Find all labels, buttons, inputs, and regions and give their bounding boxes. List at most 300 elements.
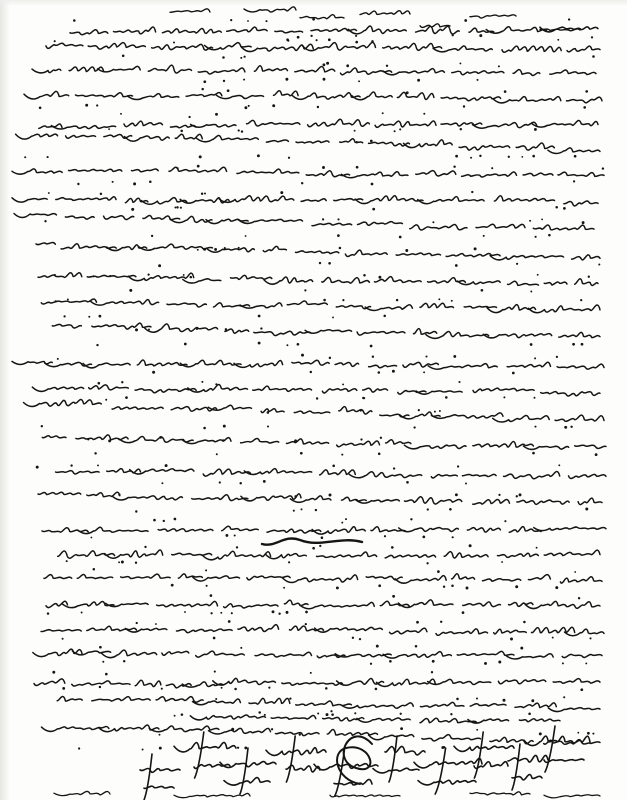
handwritten-word [464,306,496,308]
diacritic-dot [585,90,588,93]
handwritten-word [383,69,444,75]
handwritten-word [369,365,397,368]
diacritic-dot [536,547,538,549]
handwritten-word [308,119,370,126]
diacritic-dot [375,688,378,691]
diacritic-dot [471,191,473,193]
handwritten-word [169,167,227,172]
diacritic-dot [378,453,381,456]
handwritten-word [296,141,329,143]
diacritic-dot [355,41,358,44]
diacritic-dot [310,35,312,37]
diacritic-dot [223,425,226,428]
diacritic-dot [479,155,481,157]
diacritic-dot [498,661,501,664]
handwritten-word [275,31,303,33]
diacritic-dot [548,234,551,237]
text-line-10 [36,243,600,268]
diacritic-dot [258,342,261,345]
diacritic-dot [406,481,409,484]
diacritic-dot [370,345,373,348]
handwritten-word [12,361,52,364]
diacritic-dot [286,38,289,41]
handwritten-word [486,27,546,33]
handwritten-word [357,718,410,722]
diacritic-dot [453,165,455,167]
handwritten-word [249,698,290,704]
diacritic-dot [585,508,588,511]
handwritten-word [112,407,163,409]
diacritic-dot [519,493,522,496]
diacritic-dot [129,289,132,292]
handwritten-word [575,279,598,286]
diacritic-dot [244,106,247,109]
diacritic-dot [47,612,49,614]
diacritic-dot [580,299,582,301]
diacritic-dot [512,372,515,375]
diacritic-dot [562,662,564,664]
handwritten-word [357,332,405,336]
diacritic-dot [36,466,39,469]
diacritic-dot [149,180,152,183]
diacritic-dot [378,276,381,279]
signature-stroke [414,758,482,768]
handwritten-word [507,362,550,367]
diacritic-dot [222,56,225,59]
diacritic-dot [310,371,312,373]
diacritic-dot [301,508,303,510]
signature-8 [220,748,276,794]
handwritten-word [36,243,55,245]
text-line-6 [16,134,600,159]
handwritten-word [327,729,377,735]
handwritten-word [345,250,387,256]
diacritic-dot [516,263,518,265]
diacritic-dot [73,19,76,22]
diacritic-dot [245,235,247,237]
diacritic-dot [112,181,114,183]
text-line-13 [52,323,600,347]
diacritic-dot [595,453,598,456]
handwritten-word [355,196,423,204]
handwritten-word [532,627,575,633]
handwritten-word [121,574,170,578]
handwritten-word [422,735,481,741]
diacritic-dot [520,647,523,650]
handwritten-word [135,680,161,686]
diacritic-dot [501,561,503,563]
handwritten-word [24,399,102,406]
diacritic-dot [199,155,202,158]
header-fragment-5 [470,15,516,18]
handwritten-word [305,330,352,334]
handwritten-word [473,122,537,128]
handwritten-word [342,172,408,178]
diacritic-dot [563,696,565,698]
handwritten-word [493,415,550,422]
handwritten-word [70,30,108,35]
handwritten-word [341,68,392,75]
handwritten-word [517,500,569,504]
diacritic-dot [476,729,478,731]
signature-stroke [418,780,476,785]
diacritic-dot [210,594,213,597]
diacritic-dot [358,80,360,82]
handwritten-word [39,124,62,128]
diacritic-dot [359,638,361,640]
diacritic-dot [453,355,456,358]
body-text [12,18,606,751]
handwritten-word [99,725,159,732]
handwritten-word [38,273,82,278]
diacritic-dot [437,570,440,573]
handwritten-word [315,627,383,632]
diacritic-dot [363,274,366,277]
diacritic-dot [386,65,388,67]
diacritic-dot [380,437,382,439]
handwritten-word [349,472,422,478]
diacritic-dot [356,166,359,169]
diacritic-dot [445,396,448,399]
handwritten-word [157,601,218,606]
handwritten-word [202,551,271,560]
diacritic-dot [301,354,304,357]
handwritten-word [198,68,245,74]
diacritic-dot [558,464,560,466]
diacritic-dot [216,453,218,455]
diacritic-dot [413,426,415,428]
handwritten-word [564,201,598,206]
diacritic-dot [431,671,433,673]
diacritic-dot [278,613,280,615]
handwritten-word [261,409,284,413]
diacritic-dot [221,687,223,689]
handwritten-word [508,281,539,285]
diacritic-dot [354,712,356,714]
signature-5 [373,736,425,782]
signature-stroke [454,746,514,752]
diacritic-dot [197,249,199,251]
diacritic-dot [399,236,402,239]
diacritic-dot [248,105,250,107]
diacritic-dot [466,587,469,590]
diacritic-dot [573,180,575,182]
header-fragment-1 [244,7,296,12]
handwritten-word [523,446,568,449]
handwritten-word [78,527,148,533]
handwritten-word [34,679,65,686]
diacritic-dot [180,130,183,133]
handwritten-word [558,172,604,176]
diacritic-dot [458,381,460,383]
handwritten-word [436,629,488,636]
diacritic-dot [215,113,218,116]
diacritic-dot [426,562,428,564]
diacritic-dot [203,427,206,430]
diacritic-dot [121,561,124,564]
signature-flourish [389,736,397,782]
handwritten-word [569,474,607,478]
handwritten-word [452,574,475,579]
diacritic-dot [552,637,554,639]
handwritten-word [322,278,370,284]
handwritten-word [139,244,213,250]
handwritten-word [504,472,560,479]
diacritic-dot [183,274,185,276]
bottom-fragment-3 [470,792,530,795]
diacritic-dot [147,273,149,275]
handwritten-word [12,198,47,202]
diacritic-dot [184,611,186,613]
handwritten-word [156,697,203,703]
handwritten-word [567,46,600,52]
handwritten-word [578,498,602,505]
diacritic-dot [293,510,295,512]
handwritten-word [12,169,62,174]
diacritic-dot [263,480,266,483]
handwritten-word [560,577,602,583]
diacritic-dot [153,519,156,522]
diacritic-dot [392,370,395,373]
handwritten-word [473,388,534,392]
handwritten-word [182,682,223,687]
handwritten-word [553,679,600,684]
diacritic-dot [62,638,64,640]
diacritic-dot [592,55,595,58]
diacritic-dot [423,113,425,115]
diacritic-dot [346,64,349,67]
diacritic-dot [355,35,357,37]
handwritten-word [516,143,554,150]
handwritten-word [317,552,377,557]
diacritic-dot [418,409,420,411]
handwritten-word [463,602,501,607]
diacritic-dot [125,396,128,399]
signature-4 [414,748,482,794]
handwritten-word [287,301,327,305]
diacritic-dot [372,355,374,357]
diacritic-dot [312,547,315,550]
handwritten-word [295,67,335,72]
diacritic-dot [451,300,453,302]
signature-stroke [373,768,419,773]
handwritten-word [399,528,459,532]
text-line-18 [36,464,606,484]
diacritic-dot [234,534,236,536]
diacritic-dot [342,299,344,301]
diacritic-dot [66,560,68,562]
handwritten-word [158,529,213,532]
diacritic-dot [151,235,153,237]
diacritic-dot [215,698,217,700]
diacritic-dot [317,713,319,715]
diacritic-dot [203,80,206,83]
handwritten-word [52,324,81,328]
handwritten-word [565,629,605,636]
diacritic-dot [450,713,452,715]
handwritten-word [396,253,440,256]
diacritic-dot [331,713,334,716]
witness-signatures [140,726,590,800]
diacritic-dot [498,65,500,67]
diacritic-dot [585,662,587,664]
handwritten-word [358,222,403,226]
diacritic-dot [534,397,536,399]
diacritic-dot [354,130,356,132]
handwritten-word [534,527,606,531]
diacritic-dot [272,104,275,107]
signature-flourish [240,748,248,794]
diacritic-dot [410,518,412,520]
diacritic-dot [423,371,425,373]
handwritten-word [255,652,311,657]
diacritic-dot [85,104,88,107]
diacritic-dot [541,218,543,220]
diacritic-dot [425,355,427,357]
handwritten-word [375,121,436,127]
handwritten-word [366,576,402,579]
text-line-20 [42,518,606,539]
diacritic-dot [449,508,452,511]
diacritic-dot [457,465,459,467]
diacritic-dot [582,221,585,224]
handwritten-word [418,197,484,204]
diacritic-dot [498,494,500,496]
handwritten-word [148,65,191,73]
diacritic-dot [243,56,245,58]
signature-stroke [512,775,542,780]
diacritic-dot [564,426,567,429]
diacritic-dot [477,79,479,81]
handwritten-word [225,329,249,333]
handwritten-word [342,703,414,708]
handwritten-word [91,300,159,306]
handwritten-word [65,216,94,219]
handwritten-word [14,214,56,218]
handwritten-word [253,386,312,391]
signature-stroke [508,755,548,762]
diacritic-dot [415,645,418,648]
diacritic-dot [508,156,510,158]
diacritic-dot [190,276,193,279]
signature-2 [508,744,548,790]
diacritic-dot [236,546,238,548]
diacritic-dot [534,426,536,428]
diacritic-dot [570,426,572,428]
diacritic-dot [201,88,203,90]
diacritic-dot [534,357,536,359]
diacritic-dot [325,687,328,690]
diacritic-dot [173,42,175,44]
handwritten-word [404,140,453,148]
diacritic-dot [416,621,419,624]
diacritic-dot [78,747,80,749]
handwritten-word [294,411,330,413]
diacritic-dot [319,262,321,264]
diacritic-dot [319,545,321,547]
diacritic-dot [455,493,458,496]
text-line-19 [38,492,602,512]
diacritic-dot [577,732,579,734]
handwritten-word [119,437,193,443]
handwritten-word [241,438,279,443]
diacritic-dot [163,520,165,522]
handwritten-word [175,134,202,139]
handwritten-word [58,551,115,558]
diacritic-dot [405,249,408,252]
diacritic-dot [181,713,184,716]
handwritten-word [380,601,409,606]
handwritten-word [467,528,500,532]
handwritten-word [274,91,299,96]
handwritten-word [340,139,363,143]
handwritten-word [89,385,129,390]
line-dots [44,218,584,238]
diacritic-dot [57,358,59,360]
diacritic-dot [94,452,96,454]
handwritten-word [519,719,560,722]
diacritic-dot [268,687,270,689]
text-line-16 [24,399,605,429]
handwritten-word [515,703,556,708]
diacritic-dot [460,128,462,130]
handwritten-word [446,253,500,256]
diacritic-dot [326,713,329,716]
handwritten-word [473,499,510,504]
signature-stroke [174,742,236,751]
diacritic-dot [316,39,318,41]
handwritten-word [385,555,435,558]
handwritten-word [410,224,467,229]
diacritic-dot [322,218,324,220]
diacritic-dot [96,104,98,106]
handwritten-word [494,97,561,103]
diacritic-dot [299,733,301,735]
text-line-28 [190,710,560,731]
diacritic-dot [463,105,465,107]
handwritten-word [135,389,196,393]
handwritten-word [312,223,352,225]
handwritten-word [322,389,356,393]
handwritten-word [152,44,213,50]
diacritic-dot [219,481,221,483]
handwritten-word [462,474,496,476]
handwritten-word [498,553,539,557]
signature-flourish [512,744,520,790]
diacritic-dot [118,561,120,563]
handwritten-word [334,199,363,201]
handwritten-word [92,323,151,329]
handwritten-word [405,497,462,504]
diacritic-dot [583,106,586,109]
signature-stroke [266,748,326,756]
handwritten-word [266,554,307,559]
handwritten-word [92,697,150,701]
handwritten-word [452,71,504,75]
diacritic-dot [231,612,233,614]
handwritten-word [403,362,439,367]
handwritten-word [114,27,156,34]
handwritten-word [196,651,245,657]
diacritic-dot [451,585,454,588]
handwritten-word [32,69,61,73]
diacritic-dot [108,128,110,130]
diacritic-dot [81,612,83,614]
diacritic-dot [574,571,576,573]
diacritic-dot [459,62,461,64]
diacritic-dot [439,410,441,412]
diacritic-dot [105,673,108,676]
